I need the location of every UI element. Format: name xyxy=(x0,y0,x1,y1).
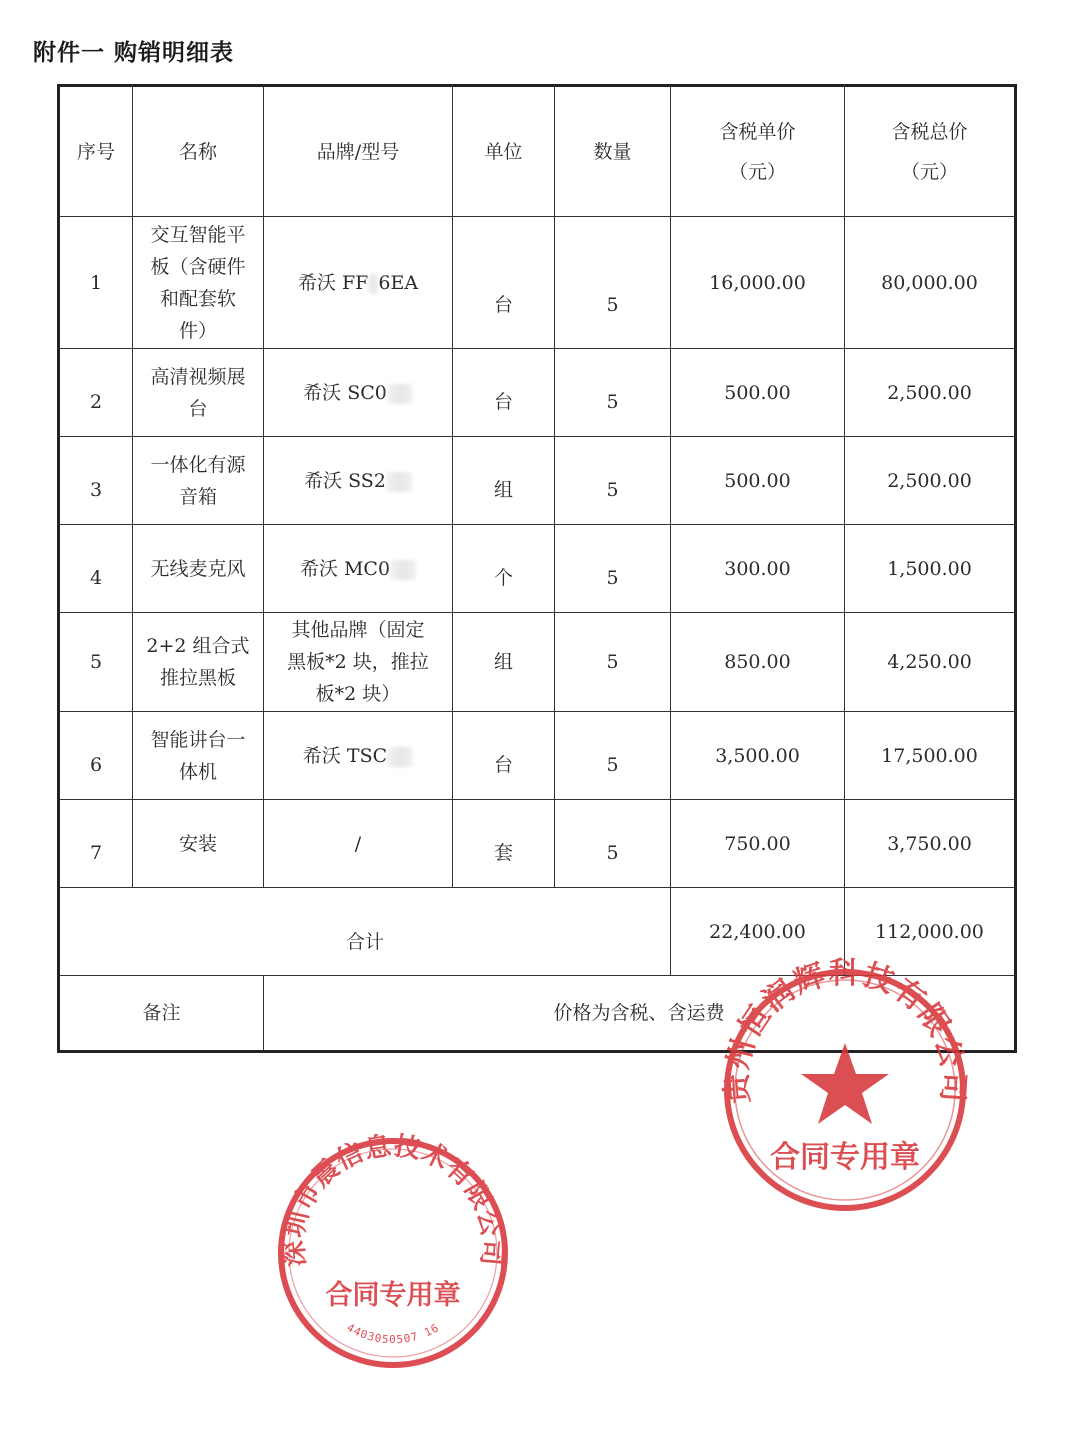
header-unit-price-line2: （元） xyxy=(728,160,786,183)
row-unit-price: 3,500.00 xyxy=(671,712,845,800)
row-unit: 套 xyxy=(453,800,555,888)
row-model-prefix: 希沃 TSC xyxy=(302,744,388,767)
row-model-line: 其他品牌（固定 xyxy=(291,619,425,641)
header-total-price-line2: （元） xyxy=(900,160,958,183)
redacted-mark xyxy=(390,560,416,580)
table-row xyxy=(59,217,1016,349)
remarks-text: 价格为含税、含运费 xyxy=(264,976,1016,1052)
redacted-mark xyxy=(387,384,413,404)
row-unit-price: 500.00 xyxy=(671,437,845,525)
row-name-line: 一体化有源 xyxy=(150,453,246,476)
row-name-line: 和配套软 xyxy=(159,287,236,310)
row-quantity: 5 xyxy=(555,613,671,712)
seal-left-company: 深圳市震信息技术有限公司 xyxy=(279,1131,507,1268)
total-label: 合计 xyxy=(59,888,671,976)
row-name-line: 高清视频展 xyxy=(150,365,246,388)
row-quantity: 5 xyxy=(555,437,671,525)
row-unit: 组 xyxy=(453,613,555,712)
seal-right-purpose: 合同专用章 xyxy=(770,1140,920,1175)
row-name-line: 件） xyxy=(178,319,217,342)
row-model: / xyxy=(264,800,453,888)
row-model xyxy=(264,217,453,349)
row-quantity: 5 xyxy=(555,349,671,437)
row-unit: 组 xyxy=(453,437,555,525)
row-quantity: 5 xyxy=(555,800,671,888)
seal-right-company: 贵州恒润辉科技有限公司 xyxy=(719,955,971,1105)
row-model xyxy=(264,525,453,613)
row-name-line: 2+2 组合式 xyxy=(146,635,250,657)
row-quantity: 5 xyxy=(555,712,671,800)
redacted-mark xyxy=(386,472,412,492)
row-index: 2 xyxy=(59,349,133,437)
row-unit-price: 750.00 xyxy=(671,800,845,888)
table-header-row xyxy=(59,86,1016,217)
row-name-line: 台 xyxy=(188,397,208,420)
row-unit-price: 850.00 xyxy=(671,613,845,712)
row-name-line: 音箱 xyxy=(178,485,217,508)
total-unit-price: 22,400.00 xyxy=(671,888,845,976)
row-model-line: 板*2 块） xyxy=(315,683,401,705)
row-name-line: 无线麦克风 xyxy=(150,557,246,580)
row-index: 1 xyxy=(59,217,133,349)
row-total-price: 3,750.00 xyxy=(845,800,1016,888)
svg-text:深圳市震信息技术有限公司 xyxy=(279,1130,506,1267)
row-total-price: 2,500.00 xyxy=(845,349,1016,437)
row-name xyxy=(133,800,264,888)
company-seal-right xyxy=(710,955,980,1225)
purchase-detail-table xyxy=(57,84,1017,1053)
row-model-prefix: 希沃 SS2 xyxy=(304,469,386,492)
row-name-line: 智能讲台一 xyxy=(150,728,246,751)
row-name xyxy=(133,712,264,800)
row-model-prefix: 希沃 FF xyxy=(297,271,369,294)
row-name xyxy=(133,437,264,525)
seal-left-number: 4403050507 16 xyxy=(344,1320,442,1347)
row-name xyxy=(133,217,264,349)
row-unit: 台 xyxy=(453,712,555,800)
row-index: 4 xyxy=(59,525,133,613)
remarks-label: 备注 xyxy=(59,976,264,1052)
star-icon xyxy=(801,1043,889,1124)
row-name xyxy=(133,349,264,437)
svg-text:4403050507 16 xyxy=(344,1321,441,1346)
company-seal-left xyxy=(268,1128,518,1378)
row-name-line: 板（含硬件 xyxy=(150,255,246,278)
row-model-prefix: 希沃 MC0 xyxy=(299,557,391,580)
table-row xyxy=(59,349,1016,437)
row-unit: 台 xyxy=(453,349,555,437)
header-index: 序号 xyxy=(59,86,133,217)
row-quantity: 5 xyxy=(555,525,671,613)
row-unit-price: 500.00 xyxy=(671,349,845,437)
row-unit-price: 16,000.00 xyxy=(671,217,845,349)
row-model xyxy=(264,349,453,437)
row-quantity: 5 xyxy=(555,217,671,349)
row-model xyxy=(264,437,453,525)
row-name xyxy=(133,613,264,712)
table-row xyxy=(59,712,1016,800)
header-unit: 单位 xyxy=(453,86,555,217)
row-total-price: 4,250.00 xyxy=(845,613,1016,712)
row-total-price: 1,500.00 xyxy=(845,525,1016,613)
header-quantity: 数量 xyxy=(555,86,671,217)
total-price: 112,000.00 xyxy=(845,888,1016,976)
row-name-line: 体机 xyxy=(178,760,217,783)
table-row xyxy=(59,800,1016,888)
row-index: 7 xyxy=(59,800,133,888)
header-unit-price xyxy=(671,86,845,217)
redacted-mark xyxy=(368,274,378,294)
row-model-line: 黑板*2 块，推拉 xyxy=(287,651,429,673)
header-name: 名称 xyxy=(133,86,264,217)
row-model xyxy=(264,613,453,712)
row-index: 3 xyxy=(59,437,133,525)
header-total-price xyxy=(845,86,1016,217)
row-name-line: 推拉黑板 xyxy=(159,667,236,689)
row-model xyxy=(264,712,453,800)
row-name xyxy=(133,525,264,613)
seal-left-purpose: 合同专用章 xyxy=(325,1280,461,1311)
header-total-price-line1: 含税总价 xyxy=(891,120,968,143)
header-unit-price-line1: 含税单价 xyxy=(719,120,796,143)
row-unit: 个 xyxy=(453,525,555,613)
row-total-price: 17,500.00 xyxy=(845,712,1016,800)
table-row xyxy=(59,437,1016,525)
row-unit-price: 300.00 xyxy=(671,525,845,613)
row-unit: 台 xyxy=(453,217,555,349)
table-row xyxy=(59,613,1016,712)
row-name-line: 交互智能平 xyxy=(150,223,246,246)
row-total-price: 2,500.00 xyxy=(845,437,1016,525)
row-model-prefix: 希沃 SC0 xyxy=(303,381,387,404)
header-brand-model: 品牌/型号 xyxy=(264,86,453,217)
table-row xyxy=(59,525,1016,613)
row-index: 6 xyxy=(59,712,133,800)
row-model-suffix: 6EA xyxy=(378,271,419,294)
row-total-price: 80,000.00 xyxy=(845,217,1016,349)
redacted-mark xyxy=(387,747,413,767)
page-title: 附件一 购销明细表 xyxy=(33,40,235,66)
row-name-line: 安装 xyxy=(178,832,217,855)
row-index: 5 xyxy=(59,613,133,712)
